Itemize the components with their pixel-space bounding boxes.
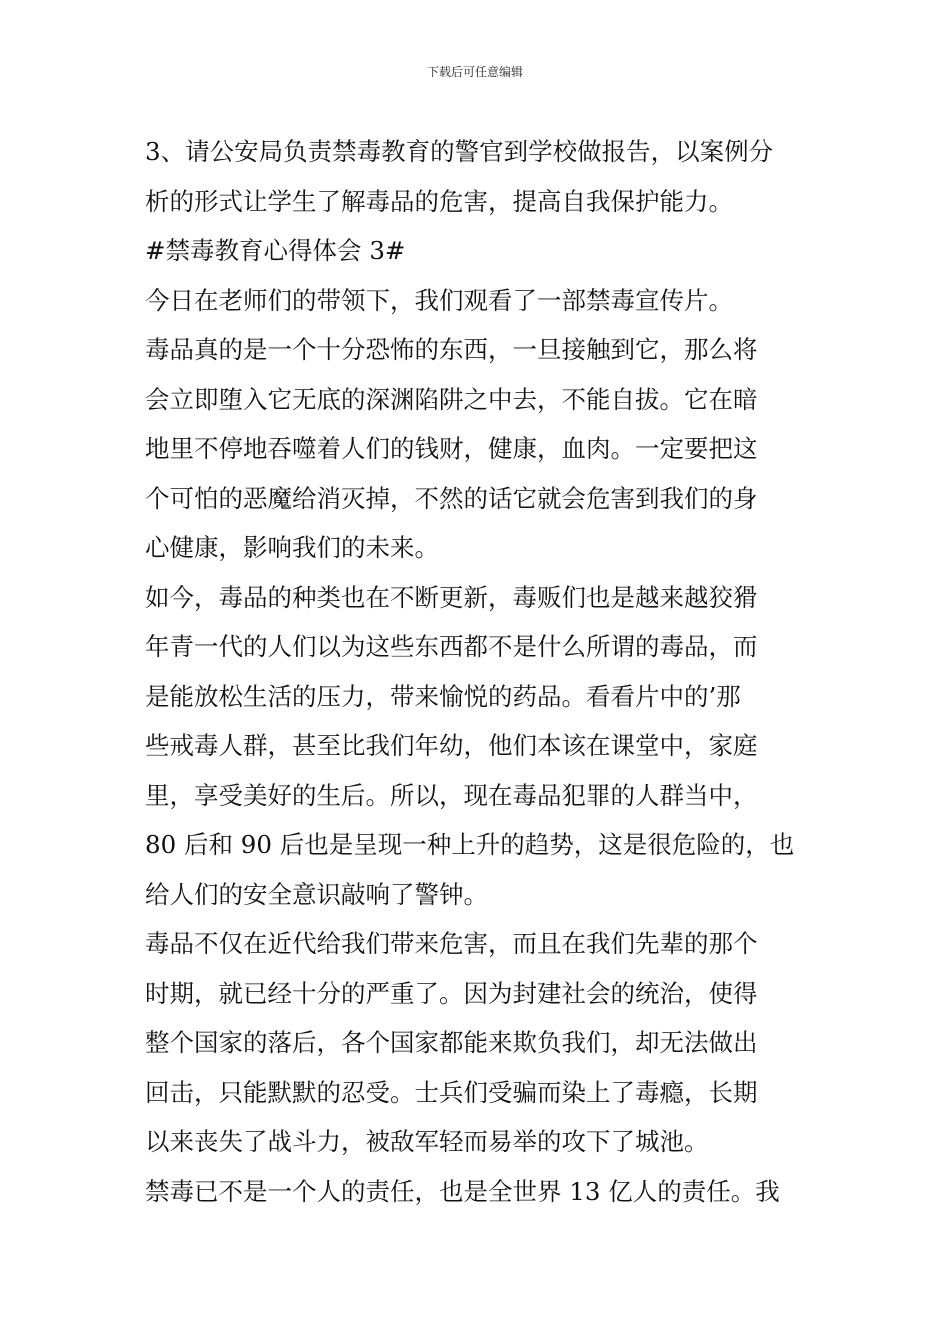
text-line-17: 毒品不仅在近代给我们带来危害，而且在我们先辈的那个 [145, 929, 758, 958]
text-line-9: 心健康，影响我们的未来。 [145, 533, 439, 562]
text-line-10: 如今，毒品的种类也在不断更新，毒贩们也是越来越狡猾 [145, 582, 758, 612]
text-line-2: 析的形式让学生了解毒品的危害，提高自我保护能力。 [145, 186, 733, 216]
text-line-15: 80 后和 90 后也是呈现一种上升的趋势，这是很危险的，也 [145, 830, 795, 859]
document-body [145, 127, 815, 1216]
text-line-4: 今日在老师们的带领下，我们观看了一部禁毒宣传片。 [145, 285, 733, 315]
page-header: 下载后可任意编辑 [426, 65, 523, 79]
text-line-21: 以来丧失了战斗力，被敌军轻而易举的攻下了城池。 [145, 1127, 709, 1156]
text-line-11: 年青一代的人们以为这些东西都不是什么所谓的毒品，而 [145, 632, 758, 661]
text-line-12: 是能放松生活的压力，带来愉悦的药品。看看片中的’那 [145, 681, 741, 711]
text-line-20: 回击，只能默默的忍受。士兵们受骗而染上了毒瘾，长期 [145, 1077, 758, 1107]
text-line-5: 毒品真的是一个十分恐怖的东西，一旦接触到它，那么将 [145, 335, 758, 364]
text-line-19: 整个国家的落后，各个国家都能来欺负我们，却无法做出 [145, 1028, 758, 1057]
text-line-14: 里，享受美好的生后。所以，现在毒品犯罪的人群当中， [145, 780, 758, 810]
text-line-16: 给人们的安全意识敲响了警钟。 [145, 879, 488, 909]
text-line-6: 会立即堕入它无底的深渊陷阱之中去，不能自拔。它在暗 [145, 384, 758, 414]
text-line-13: 些戒毒人群，甚至比我们年幼，他们本该在课堂中，家庭 [145, 731, 758, 760]
text-line-7: 地里不停地吞噬着人们的钱财，健康，血肉。一定要把这 [145, 434, 758, 463]
text-line-18: 时期，就已经十分的严重了。因为封建社会的统治，使得 [145, 978, 758, 1008]
text-line-8: 个可怕的恶魔给消灭掉，不然的话它就会危害到我们的身 [145, 483, 758, 513]
text-line-22: 禁毒已不是一个人的责任，也是全世界 13 亿人的责任。我 [145, 1176, 780, 1206]
section-heading: #禁毒教育心得体会 3# [145, 236, 406, 265]
text-line-1: 3、请公安局负责禁毒教育的警官到学校做报告，以案例分 [145, 137, 774, 166]
